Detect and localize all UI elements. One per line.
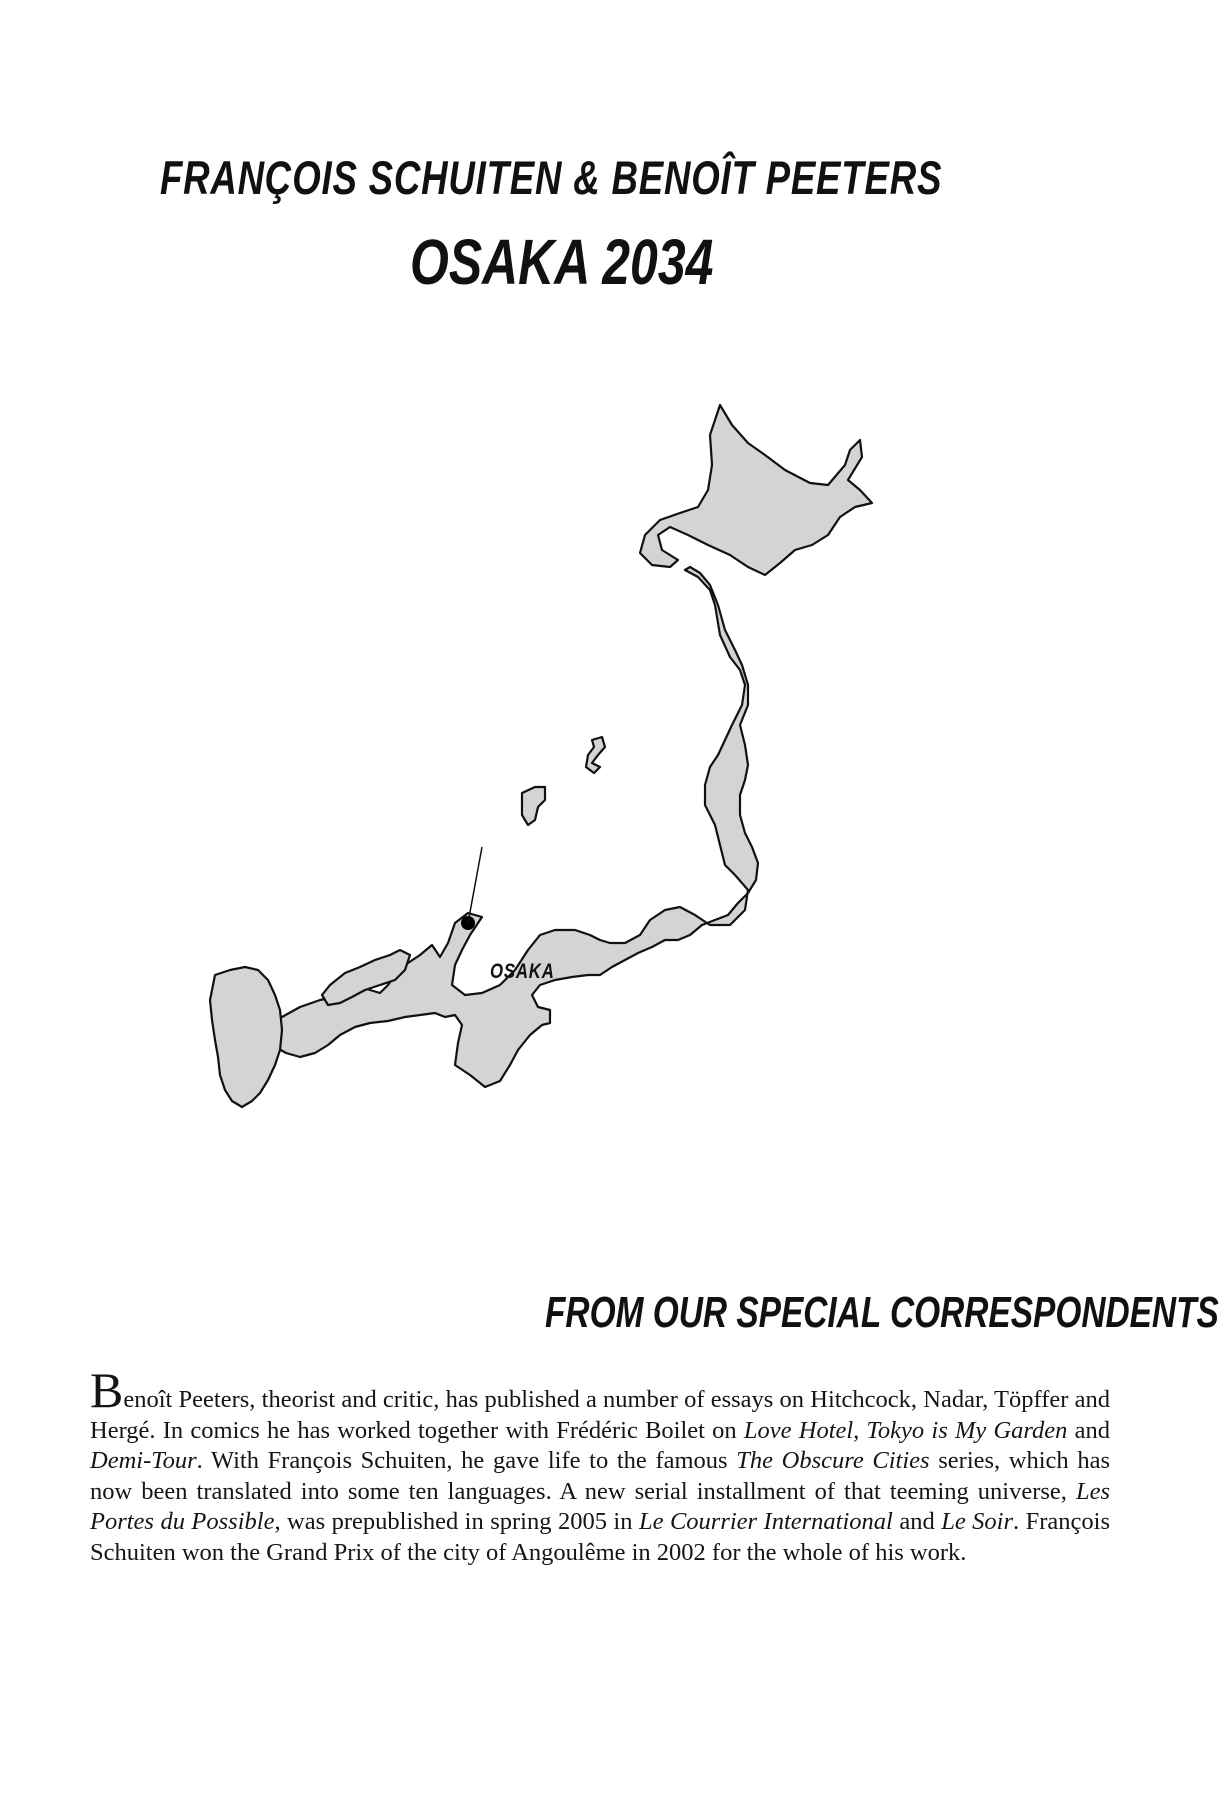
bio-paragraph	[90, 1362, 1111, 1568]
bio-text-2: and	[1067, 1416, 1111, 1444]
hokkaido-island	[640, 405, 872, 575]
bio-text-7: . François Schuiten won the Grand Prix of the city of Angoulême in 2002 for the whole of his work.	[90, 1508, 1111, 1566]
bio-text-5: , was prepublished in spring 2005 in	[274, 1508, 639, 1535]
bio-italic-5: Le Courrier International	[638, 1508, 893, 1535]
osaka-label: OSAKA	[490, 960, 555, 983]
bio-italic-4: Les Portes du Possible	[90, 1477, 1110, 1535]
bio-italic-2: Demi-Tour	[90, 1447, 197, 1474]
honshu-island	[270, 567, 758, 1087]
noto-peninsula	[522, 787, 545, 825]
bio-text-6: and	[892, 1508, 942, 1535]
japan-map	[200, 395, 1020, 1285]
bio-italic-1: Love Hotel, Tokyo is My Garden	[743, 1416, 1068, 1444]
section-heading: FROM OUR SPECIAL CORRESPONDENTS	[545, 1288, 1219, 1337]
bio-italic-3: The Obscure Cities	[736, 1447, 930, 1474]
sado-island	[586, 737, 605, 773]
drop-cap: B	[90, 1362, 124, 1418]
kyushu-island	[210, 967, 282, 1107]
bio-text-4: series, which has now been translated into some ten languages. A new serial installment of that teeming universe,	[90, 1447, 1110, 1505]
osaka-pointer-line	[468, 847, 482, 923]
japan-map-graphic	[200, 395, 1020, 1285]
bio-text-1: enoît Peeters, theorist and critic, has published a number of essays on Hitchcock, Nadar, Töpffer and Hergé. In comics he has worked together with Frédéric Boilet on	[90, 1386, 1110, 1444]
bio-italic-6: Le Soir	[941, 1508, 1014, 1535]
authors-heading: FRANÇOIS SCHUITEN & BENOÎT PEETERS	[160, 151, 943, 204]
bio-text-3: . With François Schuiten, he gave life to the famous	[196, 1447, 737, 1474]
book-title: OSAKA 2034	[410, 226, 714, 298]
